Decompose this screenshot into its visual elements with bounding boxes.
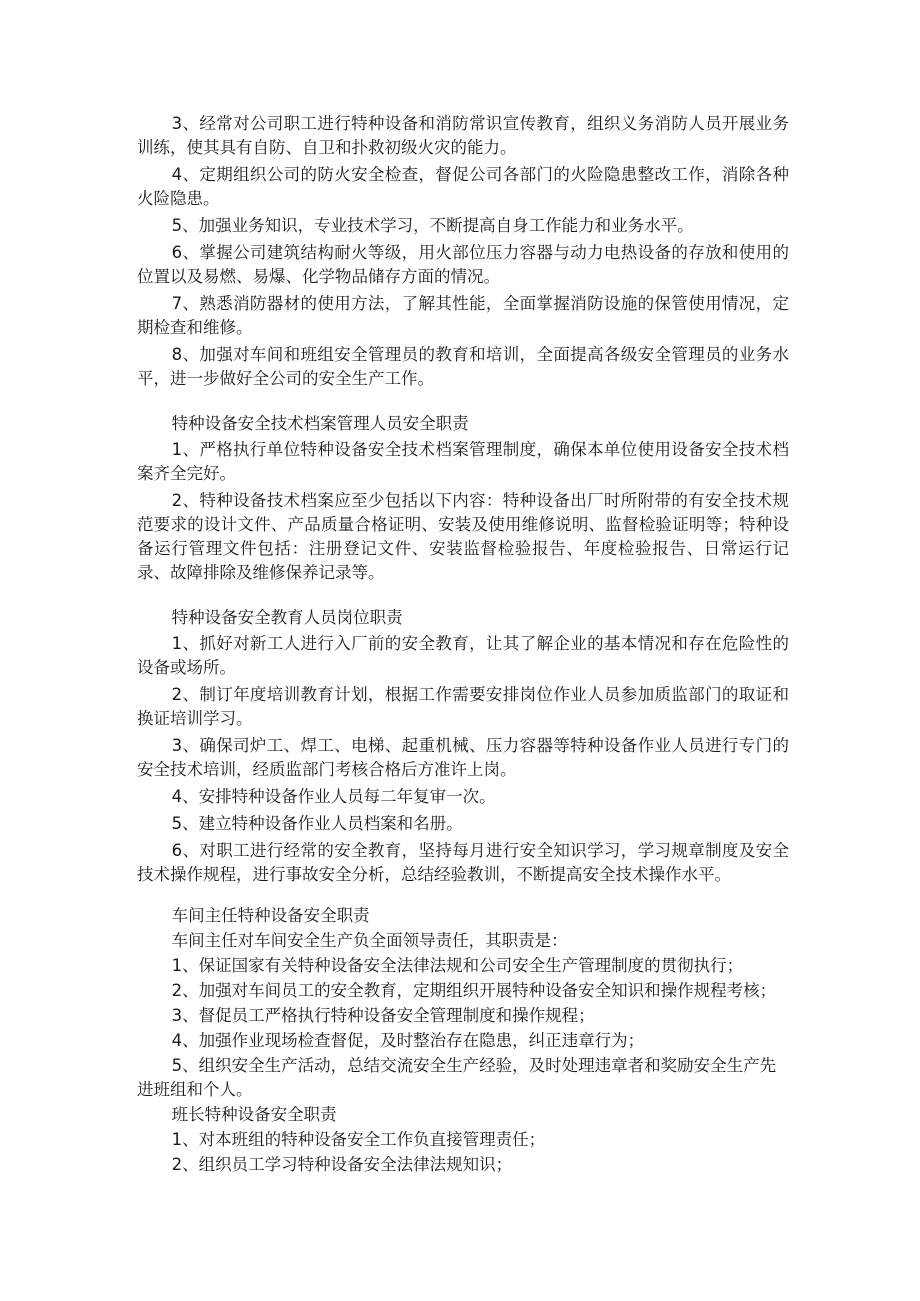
workshop-duty-item-4: 4、加强作业现场检查督促，及时整治存在隐患，纠正违章行为； — [171, 1031, 645, 1050]
duty-item-5: 5、加强业务知识，专业技术学习，不断提高自身工作能力和业务水平。 — [171, 216, 694, 235]
education-duty-item-4: 4、安排特种设备作业人员每二年复审一次。 — [171, 787, 496, 806]
workshop-director-title: 车间主任特种设备安全职责 — [171, 906, 370, 925]
team-leader-duty-item-1: 1、对本班组的特种设备安全工作负直接管理责任； — [171, 1130, 546, 1149]
duty-item-4: 4、定期组织公司的防火安全检查，督促公司各部门的火险隐患整改工作，消除各种火险隐患。 — [137, 165, 789, 208]
section-spacer — [137, 890, 789, 904]
document-body — [137, 112, 789, 1178]
workshop-duty-item-3: 3、督促员工严格执行特种设备安全管理制度和操作规程； — [171, 1006, 595, 1025]
workshop-duty-item-2: 2、加强对车间员工的安全教育，定期组织开展特种设备安全知识和操作规程考核； — [171, 981, 777, 1000]
workshop-duty-item-1: 1、保证国家有关特种设备安全法律法规和公司安全生产管理制度的贯彻执行； — [171, 956, 744, 975]
education-duty-item-3: 3、确保司炉工、焊工、电梯、起重机械、压力容器等特种设备作业人员进行专门的安全技术培训，经质监部门考核合格后方准许上岗。 — [137, 736, 789, 779]
archive-duty-item-2: 2、特种设备技术档案应至少包括以下内容：特种设备出厂时所附带的有安全技术规范要求的设计文件、产品质量合格证明、安装及使用维修说明、监督检验证明等；特种设备运行管理文件包括：注册登记文件、安装监督检验报告、年度检验报告、日常运行记录、故障排除及维修保养记录等。 — [137, 491, 789, 582]
education-duty-item-5: 5、建立特种设备作业人员档案和名册。 — [171, 814, 463, 833]
fire-safety-duties-list — [137, 112, 789, 391]
team-leader-title: 班长特种设备安全职责 — [171, 1105, 337, 1124]
duty-item-7: 7、熟悉消防器材的使用方法，了解其性能，全面掌握消防设施的保管使用情况，定期检查和维修。 — [137, 294, 789, 337]
duty-item-3: 3、经常对公司职工进行特种设备和消防常识宣传教育，组织义务消防人员开展业务训练，使其具有自防、自卫和扑救初级火灾的能力。 — [137, 114, 789, 157]
section-spacer — [137, 394, 789, 412]
section-spacer — [137, 588, 789, 606]
duty-item-8: 8、加强对车间和班组安全管理员的教育和培训，全面提高各级安全管理员的业务水平，进一步做好全公司的安全生产工作。 — [137, 345, 789, 388]
archive-duty-item-1: 1、严格执行单位特种设备安全技术档案管理制度，确保本单位使用设备安全技术档案齐全完好。 — [137, 440, 789, 483]
education-duty-item-2: 2、制订年度培训教育计划，根据工作需要安排岗位作业人员参加质监部门的取证和换证培训学习。 — [137, 685, 789, 728]
workshop-director-intro: 车间主任对车间安全生产负全面领导责任，其职责是： — [171, 931, 568, 950]
archive-manager-title: 特种设备安全技术档案管理人员安全职责 — [171, 414, 469, 433]
workshop-duty-item-5: 5、组织安全生产活动，总结交流安全生产经验，及时处理违章者和奖励安全生产先进班组和个人。 — [137, 1056, 777, 1099]
workshop-director-section — [137, 904, 789, 1102]
education-staff-section — [137, 606, 789, 887]
education-duty-item-1: 1、抓好对新工人进行入厂前的安全教育，让其了解企业的基本情况和存在危险性的设备或场所。 — [137, 634, 789, 677]
education-duty-item-6: 6、对职工进行经常的安全教育，坚持每月进行安全知识学习，学习规章制度及安全技术操作规程，进行事故安全分析，总结经验教训，不断提高安全技术操作水平。 — [137, 841, 789, 884]
archive-manager-section — [137, 412, 789, 585]
team-leader-section — [137, 1103, 789, 1177]
education-staff-title: 特种设备安全教育人员岗位职责 — [171, 608, 403, 627]
duty-item-6: 6、掌握公司建筑结构耐火等级，用火部位压力容器与动力电热设备的存放和使用的位置以及易燃、易爆、化学物品储存方面的情况。 — [137, 243, 789, 286]
team-leader-duty-item-2: 2、组织员工学习特种设备安全法律法规知识； — [171, 1155, 513, 1174]
